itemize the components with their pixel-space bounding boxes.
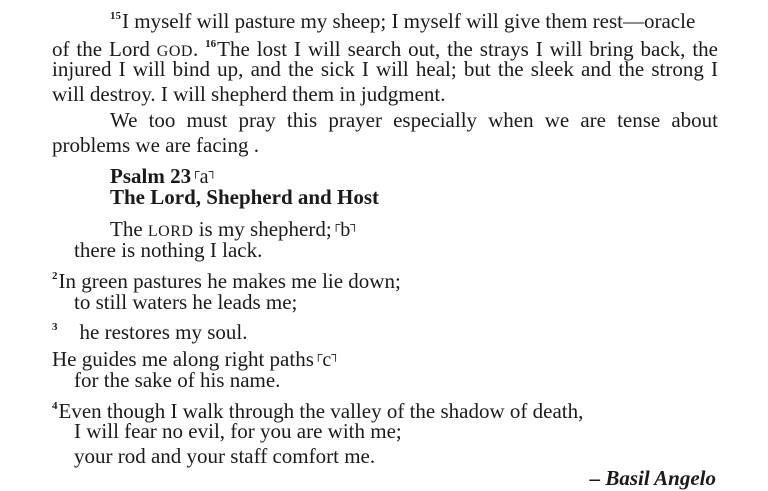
psalm-verse-4c: your rod and your staff comfort me. [74, 444, 376, 468]
psalm-verse-1b: there is nothing I lack. [74, 238, 263, 262]
verse-text: In green pastures he makes me lie down; [58, 269, 401, 293]
footnote-marker: ┌ c ┐ [314, 349, 340, 371]
psalm-verse-2 [52, 264, 401, 293]
psalm-verse-3c: for the sake of his name. [74, 368, 281, 392]
verse-text: he restores my soul. [79, 320, 248, 344]
verse-text: . [192, 37, 206, 61]
psalm-title: Psalm 23 [110, 164, 192, 188]
footnote-marker: ┌ b ┐ [332, 219, 359, 241]
verse-text: I myself will pasture my sheep; I myself will give them rest—oracle [122, 9, 696, 33]
verse-number: 4 [52, 400, 58, 412]
verse-number: 15 [110, 10, 121, 22]
verse-number: 16 [205, 38, 217, 50]
ezekiel-line-3: injured I will bind up, and the sick I will heal; but the sleek and the strong I [52, 57, 718, 81]
ezekiel-line-4: will destroy. I will shepherd them in judgment. [52, 82, 446, 106]
psalm-verse-3 [52, 315, 247, 344]
psalm-verse-2b: to still waters he leads me; [74, 290, 298, 314]
commentary-line-1: We too must pray this prayer especially when we are tense about [110, 108, 718, 132]
commentary-line-2: problems we are facing . [52, 133, 259, 157]
psalm-subtitle: The Lord, Shepherd and Host [110, 185, 379, 209]
divine-name: GOD [156, 43, 193, 60]
verse-text: The [110, 217, 148, 241]
verse-text: of the Lord [52, 37, 157, 61]
verse-text: is my shepherd; [193, 217, 332, 241]
verse-text: The lost I will search out, the strays I will bring back, the [217, 37, 718, 61]
ezekiel-line-1 [110, 4, 695, 33]
verse-number: 3 [52, 321, 58, 333]
footnote-marker: ┌ a ┐ [191, 166, 217, 188]
divine-name: LORD [147, 223, 194, 240]
psalm-verse-4b: I will fear no evil, for you are with me; [74, 419, 402, 443]
verse-text: Even though I walk through the valley of the shadow of death, [58, 399, 584, 423]
verse-number: 2 [52, 270, 58, 282]
author-signature: – Basil Angelo [589, 466, 716, 490]
verse-text: He guides me along right paths [52, 347, 314, 371]
